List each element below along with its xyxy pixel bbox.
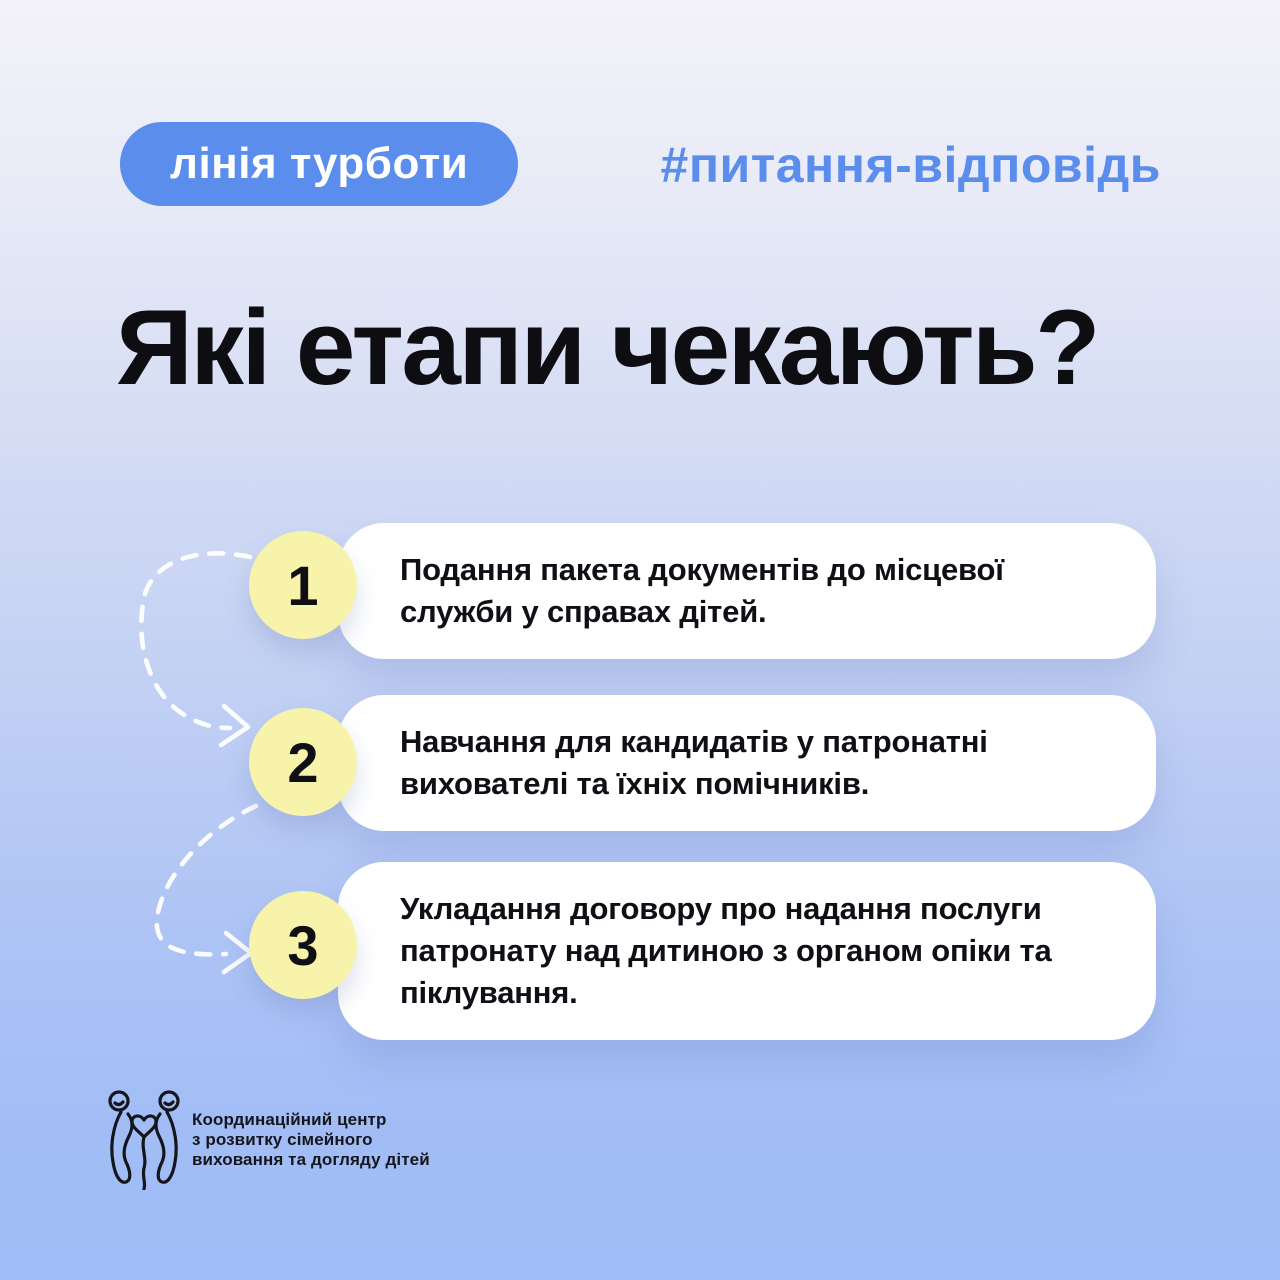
page-title: Які етапи чекають?: [116, 287, 1099, 407]
step-3-text-line-1: Укладання договору про надання послуги: [400, 891, 1042, 926]
dashed-arrow-1-icon: [141, 553, 250, 728]
step-card-3: [338, 862, 1156, 1040]
step-2-text-line-1: Навчання для кандидатів у патронатні: [400, 724, 988, 759]
footer: [106, 1090, 430, 1190]
step-1-text-line-1: Подання пакета документів до місцевої: [400, 552, 1004, 587]
step-number-badge-1: [249, 531, 357, 639]
step-card-2: [338, 695, 1156, 831]
org-name-line-2: з розвитку сімейного: [192, 1130, 373, 1149]
step-number-badge-2: [249, 708, 357, 816]
org-name-line-3: виховання та догляду дітей: [192, 1150, 430, 1169]
step-3-text-line-2: патронату над дитиною з органом опіки та: [400, 933, 1052, 968]
step-2-text-line-2: вихователі та їхніх помічників.: [400, 766, 870, 801]
dashed-arrow-2-icon: [157, 806, 256, 954]
brand-pill-label: лінія турботи: [170, 139, 469, 188]
family-heart-logo-icon: [106, 1090, 182, 1190]
org-name-line-1: Координаційний центр: [192, 1110, 387, 1129]
step-number-2: 2: [287, 730, 319, 794]
brand-pill-badge: [120, 122, 518, 206]
step-card-1: [338, 523, 1156, 659]
step-number-badge-3: [249, 891, 357, 999]
hashtag-label: #питання-відповідь: [660, 137, 1161, 193]
step-3-text-line-3: піклування.: [400, 975, 578, 1010]
step-number-3: 3: [287, 913, 319, 977]
step-1-text-line-2: служби у справах дітей.: [400, 594, 767, 629]
organization-name: [192, 1110, 430, 1170]
step-number-1: 1: [287, 553, 319, 617]
dashed-arrow-2-head-icon: [224, 933, 251, 972]
dashed-arrow-1-head-icon: [221, 706, 248, 745]
